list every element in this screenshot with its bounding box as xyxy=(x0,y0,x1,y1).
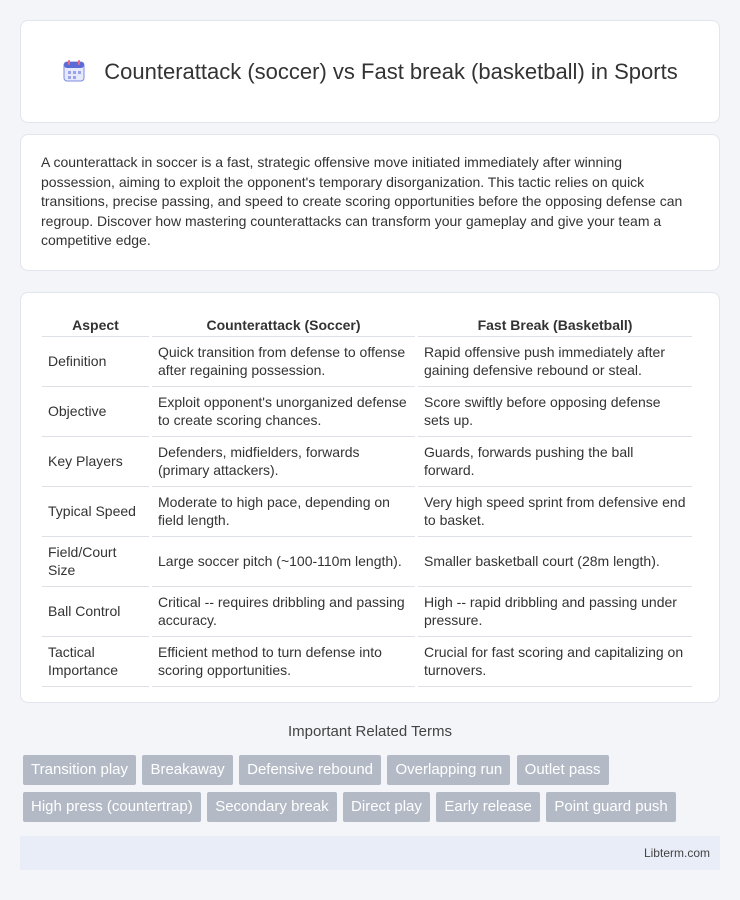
table-row xyxy=(42,337,692,387)
title-card xyxy=(20,20,720,123)
related-term-tag[interactable]: Transition play xyxy=(23,755,136,785)
counterattack-cell: Exploit opponent's unorganized defense to create scoring chances. xyxy=(152,387,415,437)
footer xyxy=(20,836,720,870)
aspect-cell: Ball Control xyxy=(42,587,149,637)
counterattack-cell: Efficient method to turn defense into scoring opportunities. xyxy=(152,637,415,687)
aspect-cell: Definition xyxy=(42,337,149,387)
aspect-cell: Key Players xyxy=(42,437,149,487)
fast-break-cell: Smaller basketball court (28m length). xyxy=(418,537,692,587)
related-term-tag[interactable]: Secondary break xyxy=(207,792,336,822)
footer-site-link[interactable]: Libterm.com xyxy=(643,846,710,860)
fast-break-cell: Very high speed sprint from defensive end to basket. xyxy=(418,487,692,537)
table-row xyxy=(42,637,692,687)
fast-break-cell: Rapid offensive push immediately after gaining defensive rebound or steal. xyxy=(418,337,692,387)
related-term-tag[interactable]: Direct play xyxy=(343,792,430,822)
table-header-row xyxy=(42,307,692,337)
related-term-tag[interactable]: Outlet pass xyxy=(517,755,609,785)
header-aspect: Aspect xyxy=(42,307,149,337)
aspect-cell: Tactical Importance xyxy=(42,637,149,687)
fast-break-cell: Score swiftly before opposing defense sets up. xyxy=(418,387,692,437)
counterattack-cell: Critical -- requires dribbling and passing accuracy. xyxy=(152,587,415,637)
intro-paragraph: A counterattack in soccer is a fast, strategic offensive move initiated immediately after winning possession, aiming to exploit the opponent's temporary disorganization. This tactic relies on quick transitions, precise passing, and speed to create scoring opportunities before the opposing defense can regroup. Discover how mastering counterattacks can transform your gameplay and give your team a competitive edge. xyxy=(41,154,683,249)
aspect-cell: Typical Speed xyxy=(42,487,149,537)
fast-break-cell: Crucial for fast scoring and capitalizing on turnovers. xyxy=(418,637,692,687)
counterattack-cell: Large soccer pitch (~100-110m length). xyxy=(152,537,415,587)
counterattack-cell: Defenders, midfielders, forwards (primary attackers). xyxy=(152,437,415,487)
comparison-table xyxy=(39,307,695,687)
counterattack-cell: Moderate to high pace, depending on field length. xyxy=(152,487,415,537)
page-title: Counterattack (soccer) vs Fast break (basketball) in Sports xyxy=(104,59,678,84)
related-term-tag[interactable]: Defensive rebound xyxy=(239,755,381,785)
related-term-tag[interactable]: Breakaway xyxy=(142,755,232,785)
related-term-tag[interactable]: Early release xyxy=(436,792,540,822)
fast-break-cell: Guards, forwards pushing the ball forward. xyxy=(418,437,692,487)
related-term-tag[interactable]: High press (countertrap) xyxy=(23,792,201,822)
table-row xyxy=(42,587,692,637)
counterattack-cell: Quick transition from defense to offense after regaining possession. xyxy=(152,337,415,387)
related-terms-title: Important Related Terms xyxy=(288,723,452,740)
table-row xyxy=(42,387,692,437)
table-row xyxy=(42,487,692,537)
related-terms-list xyxy=(23,755,723,829)
calendar-icon xyxy=(62,59,86,83)
comparison-card xyxy=(20,292,720,703)
aspect-cell: Field/Court Size xyxy=(42,537,149,587)
header-counterattack: Counterattack (Soccer) xyxy=(152,307,415,337)
header-fast-break: Fast Break (Basketball) xyxy=(418,307,692,337)
related-term-tag[interactable]: Overlapping run xyxy=(387,755,510,785)
table-row xyxy=(42,537,692,587)
fast-break-cell: High -- rapid dribbling and passing under pressure. xyxy=(418,587,692,637)
table-row xyxy=(42,437,692,487)
aspect-cell: Objective xyxy=(42,387,149,437)
related-term-tag[interactable]: Point guard push xyxy=(546,792,675,822)
intro-card xyxy=(20,134,720,271)
